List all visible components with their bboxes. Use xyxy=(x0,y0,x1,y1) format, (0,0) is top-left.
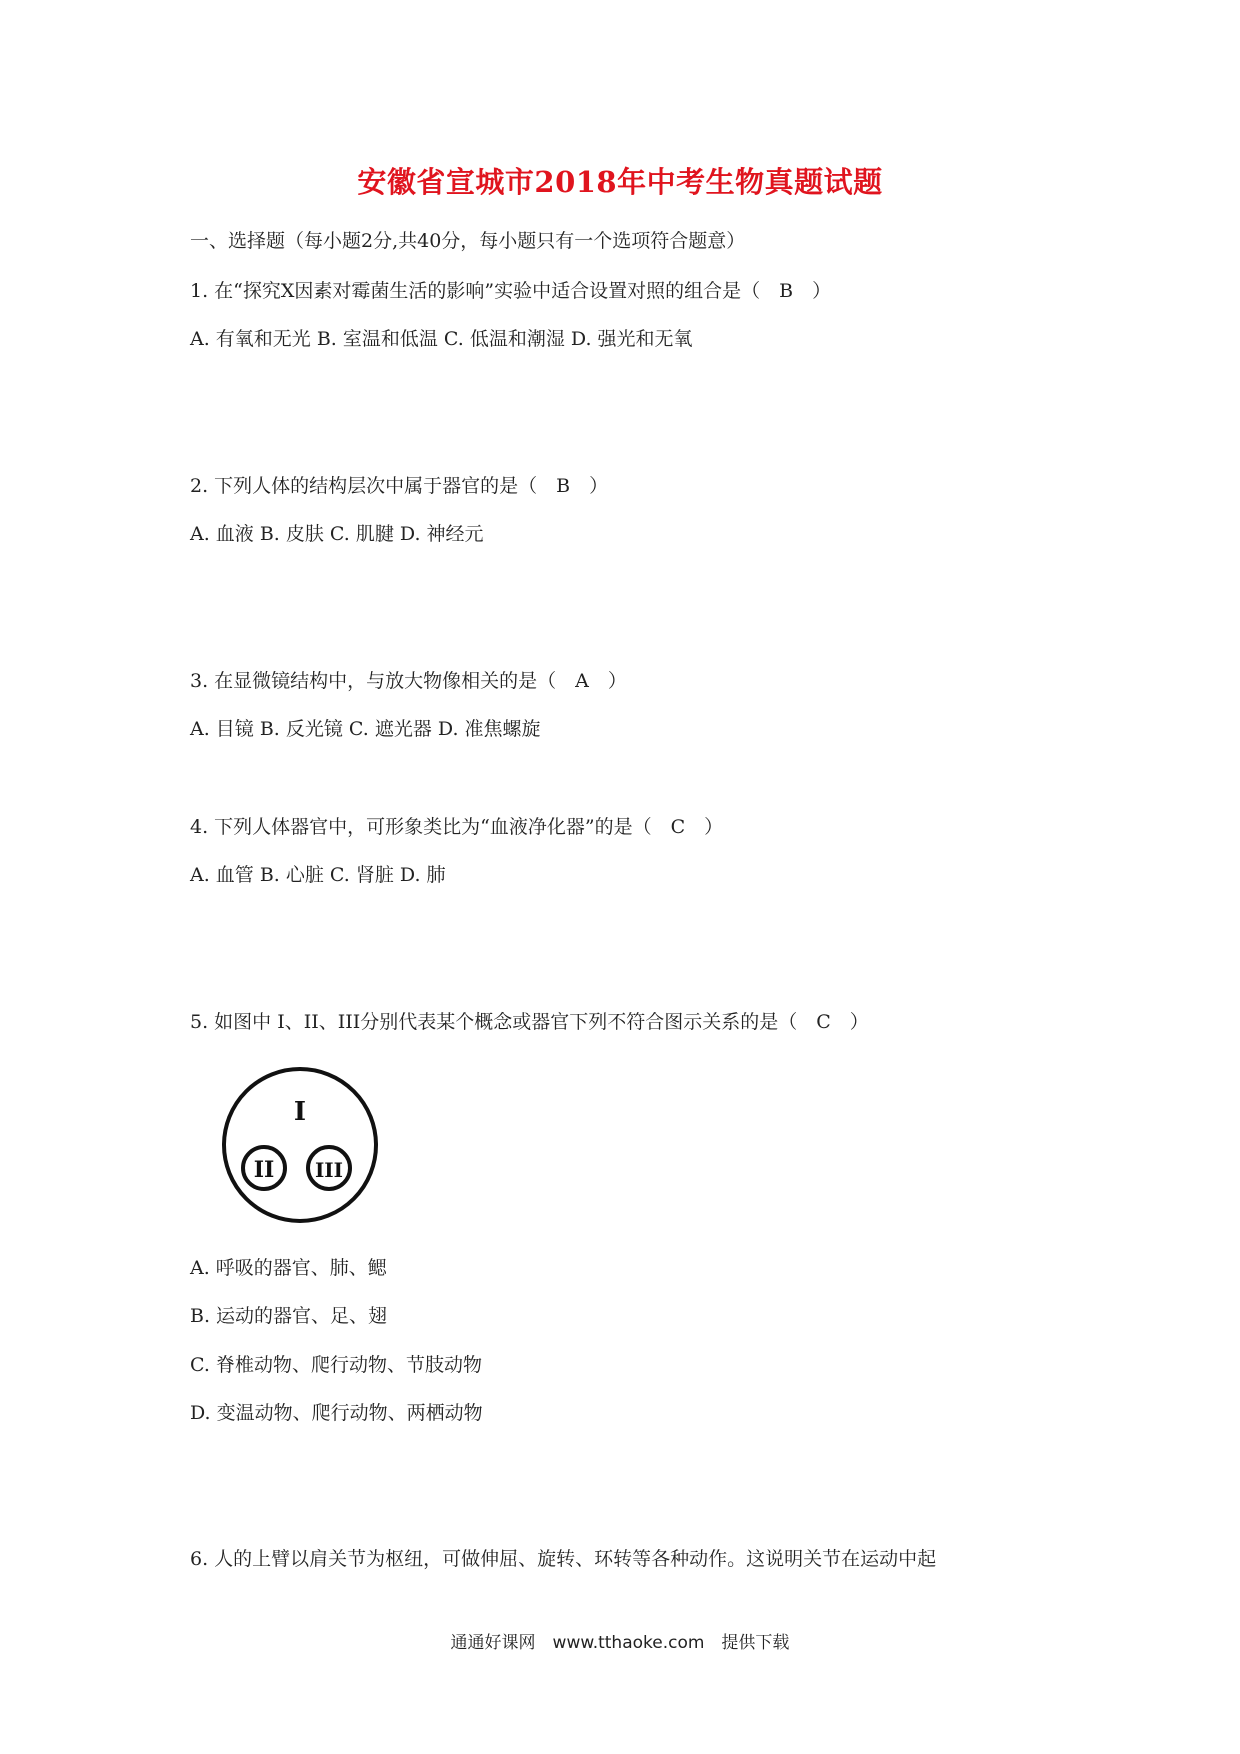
question-3-stem: 3. 在显微镜结构中，与放大物像相关的是（ A ） xyxy=(190,670,627,692)
question-5-option-b: B. 运动的器官、足、翅 xyxy=(190,1305,388,1327)
section-heading: 一、选择题（每小题2分,共40分，每小题只有一个选项符合题意） xyxy=(190,230,746,252)
page-footer: 通通好课网 www.tthaoke.com 提供下载 xyxy=(450,1633,790,1653)
question-1-stem: 1. 在“探究X因素对霉菌生活的影响”实验中适合设置对照的组合是（ B ） xyxy=(190,280,832,302)
label-three: III xyxy=(314,1158,344,1182)
question-4-options: A. 血管 B. 心脏 C. 肾脏 D. 肺 xyxy=(190,864,446,886)
question-1-options: A. 有氧和无光 B. 室温和低温 C. 低温和潮湿 D. 强光和无氧 xyxy=(190,328,693,350)
question-5-stem: 5. 如图中 I、II、III分别代表某个概念或器官下列不符合图示关系的是（ C ） xyxy=(190,1011,869,1033)
question-5-option-c: C. 脊椎动物、爬行动物、节肢动物 xyxy=(190,1354,482,1376)
outer-circle xyxy=(224,1069,376,1221)
question-2-stem: 2. 下列人体的结构层次中属于器官的是（ B ） xyxy=(190,475,609,497)
label-two: II xyxy=(253,1157,275,1183)
question-5-option-d: D. 变温动物、爬行动物、两栖动物 xyxy=(190,1402,483,1424)
page-title: 安徽省宣城市2018年中考生物真题试题 xyxy=(357,165,883,199)
question-5-option-a: A. 呼吸的器官、肺、鳃 xyxy=(190,1257,387,1279)
question-3-options: A. 目镜 B. 反光镜 C. 遮光器 D. 准焦螺旋 xyxy=(190,718,541,740)
question-6-stem: 6. 人的上臂以肩关节为枢纽，可做伸屈、旋转、环转等各种动作。这说明关节在运动中起 xyxy=(190,1548,937,1570)
question-2-options: A. 血液 B. 皮肤 C. 肌腱 D. 神经元 xyxy=(190,523,484,545)
label-one: I xyxy=(293,1097,307,1127)
venn-diagram xyxy=(215,1060,385,1230)
question-4-stem: 4. 下列人体器官中，可形象类比为“血液净化器”的是（ C ） xyxy=(190,816,724,838)
